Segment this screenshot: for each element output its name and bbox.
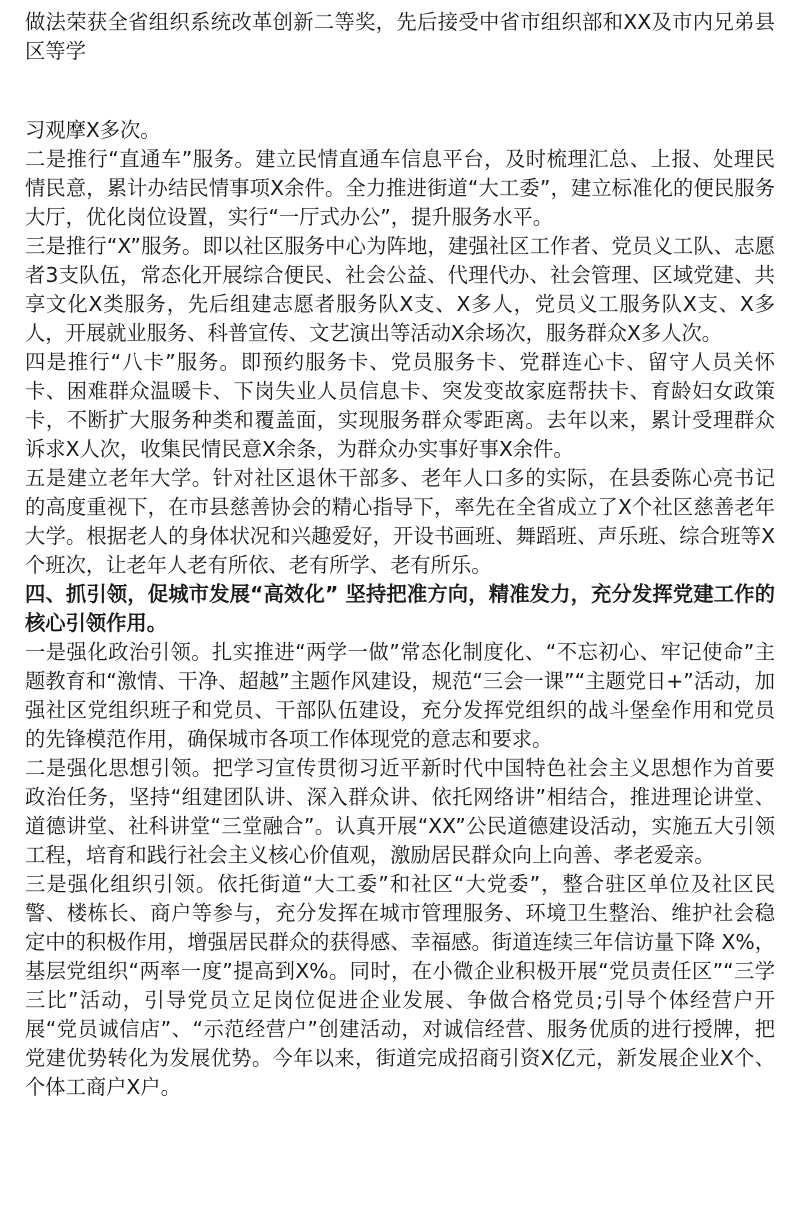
paragraph: 二是推行“直通车”服务。建立民情直通车信息平台，及时梳理汇总、上报、处理民情民意，累计办结民情事项X余件。全力推进街道“大工委”，建立标准化的便民服务大厅，优化岗位设置，实行“一厅式办公”，提升服务水平。	[25, 147, 775, 229]
paragraph: 三是强化组织引领。依托街道“大工委”和社区“大党委”，整合驻区单位及社区民警、楼栋长、商户等参与，充分发挥在城市管理服务、环境卫生整治、维护社会稳定中的积极作用，增强居民群众的获得感、幸福感。街道连续三年信访量下降 X%，基层党组织“两率一度”提高到X%。同时，在小微企业积极开展“党员责任区”“三学三比”活动，引导党员立足岗位促进企业发展、争做合格党员;引导个体经营户开展“党员诚信店”、“示范经营户”创建活动，对诚信经营、服务优质的进行授牌，把党建优势转化为发展优势。今年以来，街道完成招商引资X亿元，新发展企业X个、个体工商户X户。	[25, 872, 775, 1099]
section-heading: 四、抓引领，促城市发展“高效化” 坚持把准方向，精准发力，充分发挥党建工作的核心引领作用。	[25, 582, 775, 635]
paragraph: 一是强化政治引领。扎实推进“两学一做”常态化制度化、“不忘初心、牢记使命”主题教育和“激情、干净、超越”主题作风建设，规范“三会一课”“主题党日+”活动，加强社区党组织班子和党员、干部队伍建设，充分发挥党组织的战斗堡垒作用和党员的先锋模范作用，确保城市各项工作体现党的意志和要求。	[25, 640, 775, 751]
document-body	[25, 8, 775, 1102]
paragraph: 习观摩X多次。	[25, 118, 161, 142]
page-gap	[25, 66, 775, 116]
paragraph: 五是建立老年大学。针对社区退休干部多、老年人口多的实际，在县委陈心亮书记的高度重视下，在市县慈善协会的精心指导下，率先在全省成立了X个社区慈善老年大学。根据老人的身体状况和兴趣爱好，开设书画班、舞蹈班、声乐班、综合班等X个班次，让老年人老有所依、老有所学、老有所乐。	[25, 466, 775, 577]
paragraph: 四是推行“八卡”服务。即预约服务卡、党员服务卡、党群连心卡、留守人员关怀卡、困难群众温暖卡、下岗失业人员信息卡、突发变故家庭帮扶卡、育龄妇女政策卡，不断扩大服务种类和覆盖面，实现服务群众零距离。去年以来，累计受理群众诉求X人次，收集民情民意X余条，为群众办实事好事X余件。	[25, 350, 775, 461]
paragraph: 三是推行“X”服务。即以社区服务中心为阵地，建强社区工作者、党员义工队、志愿者3支队伍，常态化开展综合便民、社会公益、代理代办、社会管理、区域党建、共享文化X类服务，先后组建志愿者服务队X支、X多人，党员义工服务队X支、X多人，开展就业服务、科普宣传、文艺演出等活动X余场次，服务群众X多人次。	[25, 234, 775, 345]
paragraph: 二是强化思想引领。把学习宣传贯彻习近平新时代中国特色社会主义思想作为首要政治任务，坚持“组建团队讲、深入群众讲、依托网络讲”相结合，推进理论讲堂、道德讲堂、社科讲堂“三堂融合”。认真开展“XX”公民道德建设活动，实施五大引领工程，培育和践行社会主义核心价值观，激励居民群众向上向善、孝老爱亲。	[25, 756, 775, 867]
paragraph-continued: 做法荣获全省组织系统改革创新二等奖，先后接受中省市组织部和XX及市内兄弟县区等学	[25, 10, 775, 63]
